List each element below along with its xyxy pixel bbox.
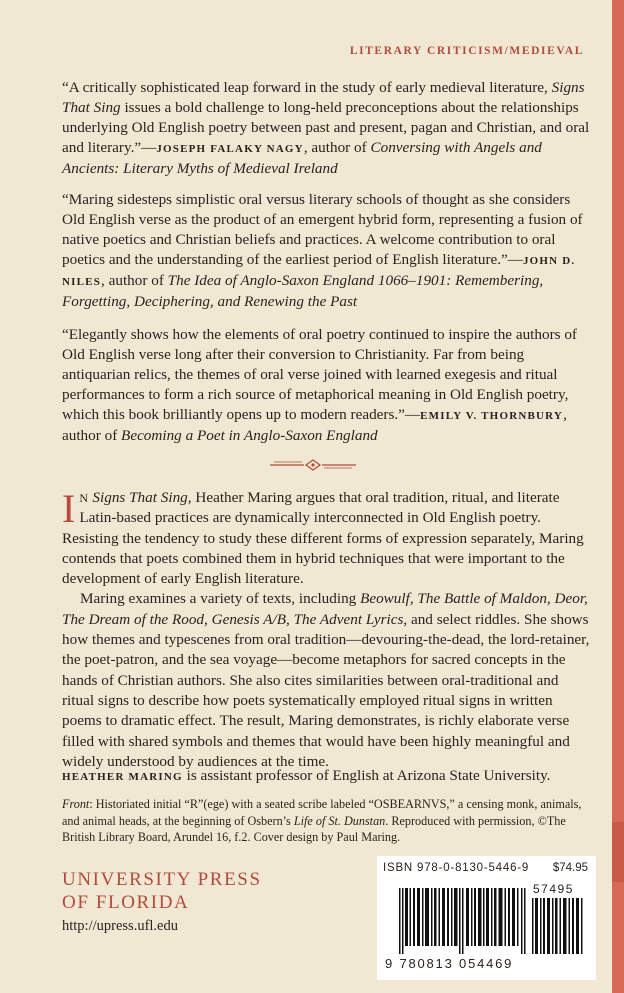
blurb-1: “A critically sophisticated leap forward in the study of early medieval literature, Signs That Sing issues a bold challenge to long-held preconceptions about the relationships underlying Old English poetry between past and present, pagan and Christian, and oral and literary.”—JOSEPH FALAKY NAGY, author of Conversing with Angels and Ancients: Literary Myths of Medieval Ireland [62, 79, 590, 177]
blurb-attribution: JOSEPH FALAKY NAGY [156, 143, 304, 155]
author-name: HEATHER MARING [62, 771, 183, 783]
publisher-logo: UNIVERSITY PRESS OF FLORIDA [62, 869, 262, 913]
drop-cap: I [62, 486, 76, 531]
blurb-attribution: JOHN D. NILES [62, 255, 576, 288]
addon-barcode-icon [530, 888, 586, 954]
cover-credit: Front: Historiated initial “R”(ege) with a seated scribe labeled “OSBEARNVS,” a censing monk, animals, and animal heads, at the beginning of Osbern’s Life of St. Dunstan. Reproduced with permission, ©The British Library Board, Arundel 16, f.2. Cover design by Paul Maring. [62, 797, 582, 844]
ornament-divider-icon [268, 458, 358, 472]
isbn-text: ISBN 978-0-8130-5446-9 [383, 862, 530, 874]
blurb-3: “Elegantly shows how the elements of oral poetry continued to inspire the authors of Old English verse long after their conversion to Christianity. Far from being antiquarian relics, the themes of oral verse joined with learned exegesis and ritual performances to form a rich source of metaphorical meaning in Old English poetry, which this book brilliantly opens up to modern readers.”—EMILY V. THORNBURY, author of Becoming a Poet in Anglo-Saxon England [62, 326, 577, 444]
price-text: $74.95 [552, 862, 588, 874]
publisher-url: http://upress.ufl.edu [62, 918, 178, 934]
blurb-attribution: EMILY V. THORNBURY [420, 410, 564, 422]
author-bio: HEATHER MARING is assistant professor of English at Arizona State University. [62, 767, 551, 784]
book-description: I N Signs That Sing, Heather Maring argues that oral tradition, ritual, and literate Latin-based practices are dynamically interconnected in Old English poetry. Resisting the tendency to study these different forms of expression separately, Maring contends that poets combined them in hybrid techniques that were important to the development of early English literature. Maring examines a variety of texts, including Beowulf, The Battle of Maldon, Deor, The Dream of the Rood, Genesis A/B, The Advent Lyrics, and select riddles. She shows how themes and typescenes from oral tradition—devouring-the-dead, the lord-retainer, the poet-patron, and the sea voyage—become metaphors for sacred concepts in the hands of Christian authors. She also cites similarities between oral-traditional and ritual signs to describe how poets systematically employed ritual signs in written poems to dramatic effect. The result, Maring demonstrates, is richly elaborate verse filled with shared symbols and themes that would have been highly meaningful and widely understood by audiences at the time. [62, 486, 590, 770]
spine-stripe [612, 0, 624, 993]
barcode-panel [377, 856, 596, 980]
blurb-2: “Maring sidesteps simplistic oral versus literary schools of thought as she considers Old English verse as the product of an emergent hybrid form, representing a fusion of native poetics and Christian beliefs and practices. A welcome contribution to oral poetics and the understanding of the earliest period of English literature.”—JOHN D. NILES, author of The Idea of Anglo-Saxon England 1066–1901: Remembering, Forgetting, Deciphering, and Renewing the Past [62, 191, 583, 310]
spine-notch [612, 822, 624, 882]
ean-barcode-icon [399, 888, 527, 954]
addon-number: 57495 [533, 882, 574, 896]
category-label: LITERARY CRITICISM/MEDIEVAL [349, 45, 584, 57]
ean-number: 9 780813 054469 [385, 956, 514, 971]
